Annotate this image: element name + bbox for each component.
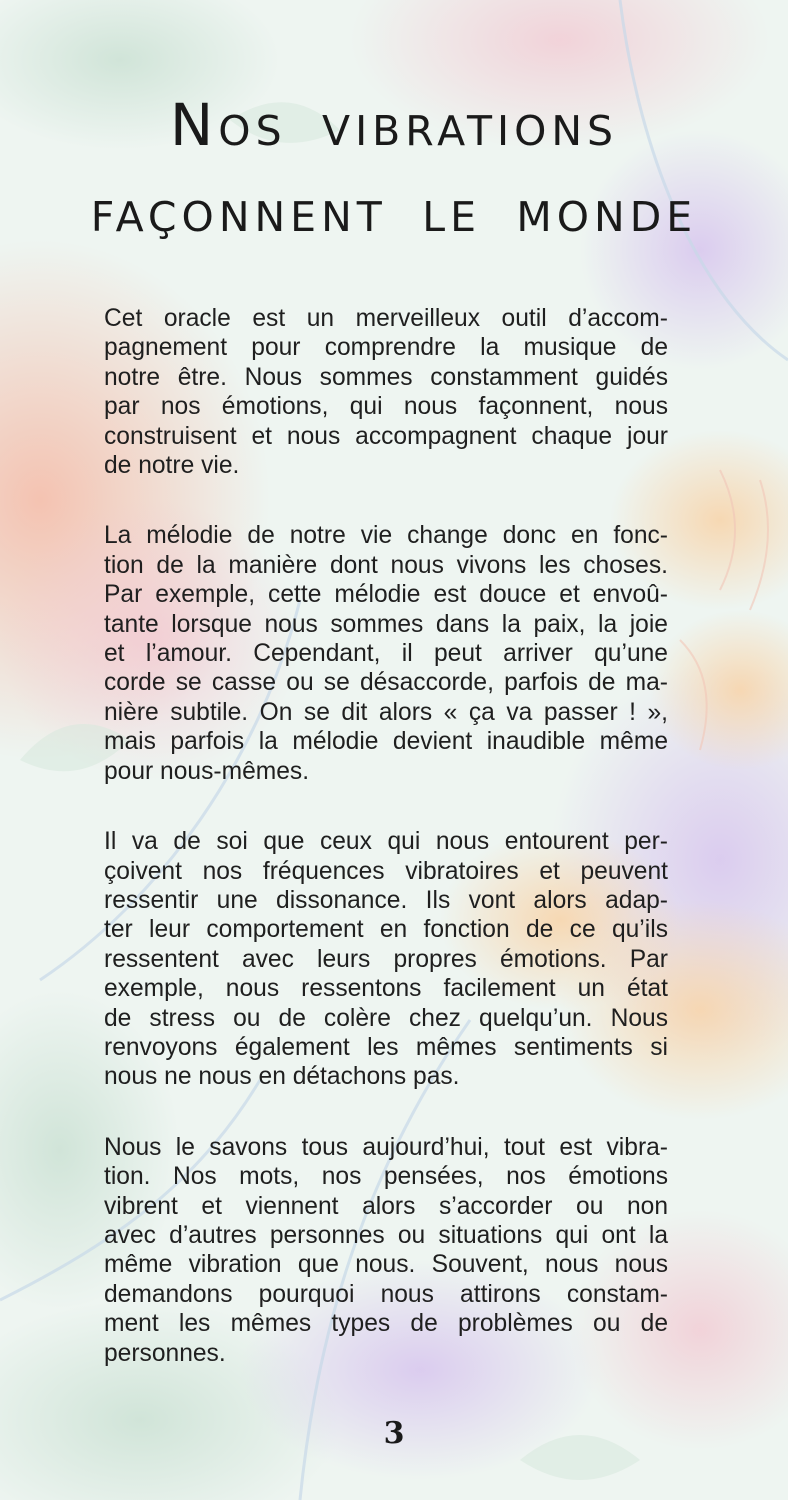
paragraph bbox=[104, 1133, 668, 1368]
page-title-line: Nos vibrations bbox=[169, 91, 619, 159]
text-line: tion. Nos mots, nos pensées, nos émotions bbox=[104, 1163, 668, 1191]
text-line: tante lorsque nous sommes dans la paix, la joie bbox=[104, 610, 668, 638]
text-line: nière subtile. On se dit alors « ça va passer ! », bbox=[104, 698, 668, 726]
text-line: par nos émotions, qui nous façonnent, nous bbox=[104, 393, 668, 421]
text-line: nous ne nous en détachons pas. bbox=[104, 1063, 460, 1091]
text-line: et l’amour. Cependant, il peut arriver qu’une bbox=[104, 640, 668, 668]
text-line: de notre vie. bbox=[104, 452, 240, 480]
text-line: vibrent et viennent alors s’accorder ou non bbox=[104, 1192, 668, 1220]
page-number: 3 bbox=[383, 1416, 405, 1451]
text-line: Cet oracle est un merveilleux outil d’accom- bbox=[104, 305, 668, 332]
text-line: ressentir une dissonance. Ils vont alors adap- bbox=[104, 886, 668, 914]
text-line: La mélodie de notre vie change donc en fonc- bbox=[104, 522, 668, 550]
paragraph bbox=[104, 304, 668, 480]
text-line: ter leur comportement en fonction de ce qu’ils bbox=[104, 916, 668, 944]
text-line: tion de la manière dont nous vivons les choses. bbox=[104, 551, 668, 579]
text-line: avec d’autres personnes ou situations qui ont la bbox=[104, 1221, 668, 1249]
text-line: mais parfois la mélodie devient inaudible même bbox=[104, 728, 668, 756]
text-line: notre être. Nous sommes constamment guidés bbox=[104, 363, 668, 391]
text-line: çoivent nos fréquences vibratoires et peuvent bbox=[104, 857, 668, 885]
body-text bbox=[104, 304, 668, 1409]
text-line: demandons pourquoi nous attirons constam- bbox=[104, 1280, 668, 1308]
page-title-line: façonnent le monde bbox=[90, 177, 698, 245]
text-line: construisent et nous accompagnent chaque jour bbox=[104, 422, 668, 450]
paragraph bbox=[104, 521, 668, 786]
text-line: personnes. bbox=[104, 1339, 226, 1367]
text-line: renvoyons également les mêmes sentiments si bbox=[104, 1033, 668, 1061]
text-line: corde se casse ou se désaccorde, parfois de ma- bbox=[104, 669, 668, 697]
paragraph bbox=[104, 827, 668, 1092]
text-line: de stress ou de colère chez quelqu’un. Nous bbox=[104, 1004, 668, 1032]
text-line: exemple, nous ressentons facilement un état bbox=[104, 975, 668, 1003]
text-line: Nous le savons tous aujourd’hui, tout est vibra- bbox=[104, 1133, 668, 1161]
text-line: pagnement pour comprendre la musique de bbox=[104, 334, 668, 362]
text-line: Il va de soi que ceux qui nous entourent per- bbox=[104, 828, 668, 856]
text-line: Par exemple, cette mélodie est douce et envoû- bbox=[104, 581, 668, 609]
text-line: ressentent avec leurs propres émotions. Par bbox=[104, 945, 668, 973]
text-line: ment les mêmes types de problèmes ou de bbox=[104, 1310, 668, 1338]
text-line: pour nous-mêmes. bbox=[104, 757, 310, 785]
page-title bbox=[60, 82, 728, 254]
text-line: même vibration que nous. Souvent, nous nous bbox=[104, 1251, 668, 1279]
